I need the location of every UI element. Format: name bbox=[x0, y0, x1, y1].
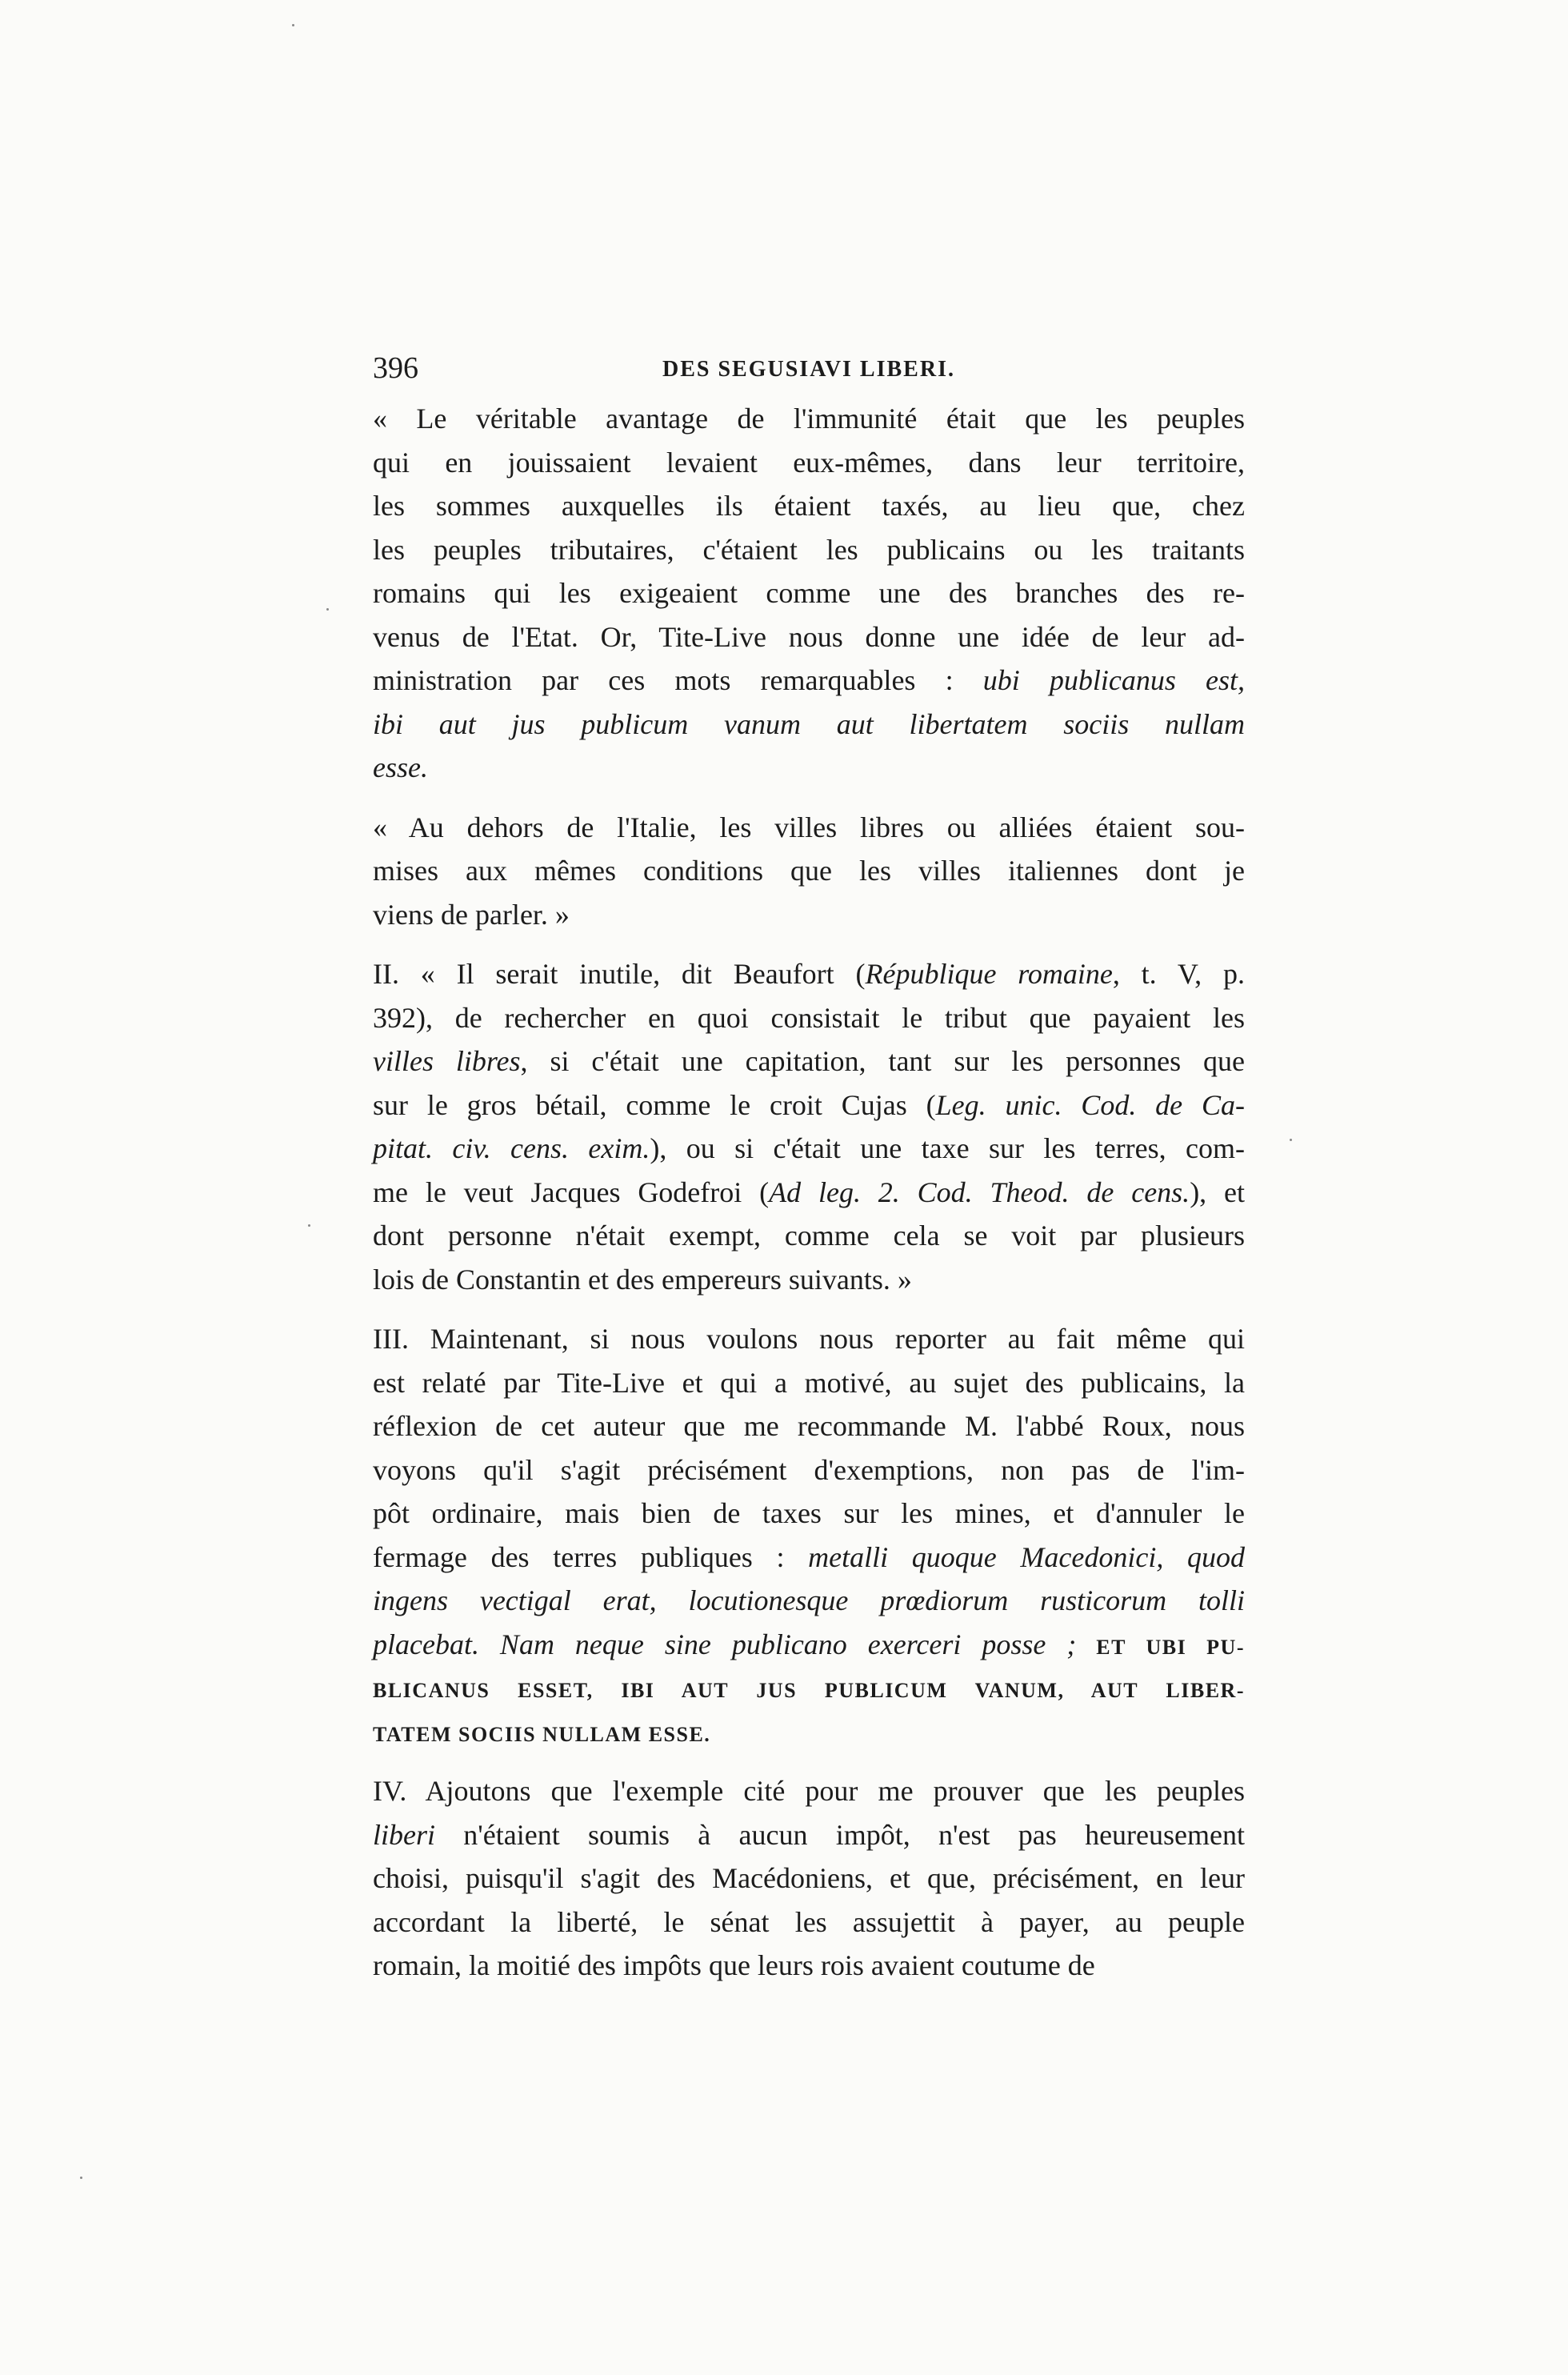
text-line bbox=[373, 1083, 1245, 1127]
text: IV. Ajoutons que l'exemple cité pour me prouver que les peuples bbox=[373, 1775, 1245, 1807]
text-line bbox=[373, 1127, 1245, 1171]
paragraph bbox=[373, 1317, 1245, 1753]
text: pôt ordinaire, mais bien de taxes sur les mines, et d'annuler le bbox=[373, 1497, 1245, 1529]
text-line bbox=[373, 849, 1245, 893]
text: me le veut Jacques Godefroi ( bbox=[373, 1175, 770, 1208]
text-line bbox=[373, 1258, 1245, 1302]
text-line bbox=[373, 1492, 1245, 1536]
italic-text: pitat. civ. cens. exim. bbox=[373, 1132, 650, 1164]
text-line bbox=[373, 1448, 1245, 1492]
text: mises aux mêmes conditions que les villes italiennes dont je bbox=[373, 855, 1245, 887]
text-line bbox=[373, 1623, 1245, 1667]
text-line bbox=[373, 1813, 1245, 1857]
text: réflexion de cet auteur que me recommande M. l'abbé Roux, nous bbox=[373, 1410, 1245, 1442]
text: , si c'était une capitation, tant sur les personnes que bbox=[520, 1045, 1245, 1077]
paragraph bbox=[373, 952, 1245, 1301]
text: romains qui les exigeaient comme une des branches des re- bbox=[373, 577, 1245, 609]
text: « Le véritable avantage de l'immunité était que les peuples bbox=[373, 403, 1245, 435]
text-line bbox=[373, 1361, 1245, 1405]
text: sur le gros bétail, comme le croit Cujas ( bbox=[373, 1088, 936, 1121]
small-caps-text: BLICANUS ESSET, IBI AUT JUS PUBLICUM VANUM, AUT LIBER- bbox=[373, 1679, 1245, 1702]
text: est relaté par Tite-Live et qui a motivé, au sujet des publicains, la bbox=[373, 1366, 1245, 1399]
speck bbox=[308, 1224, 310, 1227]
text-line bbox=[373, 484, 1245, 528]
italic-text: ingens vectigal erat, locutionesque prœdiorum rusticorum tolli bbox=[373, 1584, 1245, 1616]
speck bbox=[80, 2177, 82, 2179]
text: qui en jouissaient levaient eux-mêmes, dans leur territoire, bbox=[373, 446, 1245, 479]
text-line bbox=[373, 528, 1245, 572]
italic-text: ibi aut jus publicum vanum aut libertatem sociis nullam bbox=[373, 707, 1245, 740]
paragraph bbox=[373, 397, 1245, 790]
text-line bbox=[373, 806, 1245, 850]
text: fermage des terres publiques : bbox=[373, 1540, 809, 1573]
paragraph-gap bbox=[373, 1753, 1245, 1769]
paragraph-gap bbox=[373, 936, 1245, 952]
italic-text: République romaine bbox=[865, 958, 1113, 990]
text: venus de l'Etat. Or, Tite-Live nous donne une idée de leur ad- bbox=[373, 620, 1245, 653]
paragraph-gap bbox=[373, 790, 1245, 806]
small-caps-text: ET UBI PU- bbox=[1076, 1635, 1245, 1659]
text: n'étaient soumis à aucun impôt, n'est pas heureusement bbox=[435, 1818, 1245, 1851]
text: 392), de rechercher en quoi consistait le tribut que payaient les bbox=[373, 1001, 1245, 1034]
text-line bbox=[373, 1536, 1245, 1580]
text: lois de Constantin et des empereurs suivants. » bbox=[373, 1263, 912, 1296]
italic-text: ubi publicanus est, bbox=[982, 664, 1246, 696]
italic-text: Ad leg. 2. Cod. Theod. de cens. bbox=[769, 1175, 1190, 1208]
text-line bbox=[373, 397, 1245, 441]
text-line bbox=[373, 1944, 1245, 1988]
text-line bbox=[373, 996, 1245, 1040]
text: ), et bbox=[1190, 1175, 1246, 1208]
body-text bbox=[373, 397, 1245, 1988]
text-line bbox=[373, 615, 1245, 659]
text: voyons qu'il s'agit précisément d'exemptions, non pas de l'im- bbox=[373, 1453, 1245, 1486]
small-caps-text: TATEM SOCIIS NULLAM ESSE. bbox=[373, 1722, 711, 1746]
text: accordant la liberté, le sénat les assujettit à payer, au peuple bbox=[373, 1905, 1245, 1938]
text-line bbox=[373, 1317, 1245, 1361]
text-line bbox=[373, 1666, 1245, 1710]
text: ), ou si c'était une taxe sur les terres, com- bbox=[650, 1132, 1245, 1164]
text-line bbox=[373, 1900, 1245, 1944]
page-header bbox=[373, 349, 1245, 387]
text-line bbox=[373, 1039, 1245, 1083]
italic-text: placebat. Nam neque sine publicano exerceri posse ; bbox=[373, 1628, 1077, 1660]
text-line bbox=[373, 893, 1245, 937]
text-line bbox=[373, 1856, 1245, 1900]
page-number: 396 bbox=[373, 351, 418, 385]
text-line bbox=[373, 1579, 1245, 1623]
text: romain, la moitié des impôts que leurs rois avaient coutume de bbox=[373, 1949, 1095, 1981]
text: III. Maintenant, si nous voulons nous reporter au fait même qui bbox=[373, 1323, 1245, 1355]
italic-text: Leg. unic. Cod. de Ca- bbox=[935, 1088, 1245, 1121]
text-line bbox=[373, 1404, 1245, 1448]
text: les sommes auxquelles ils étaient taxés, au lieu que, chez bbox=[373, 490, 1245, 522]
text-line bbox=[373, 659, 1245, 703]
text-line bbox=[373, 1171, 1245, 1215]
text-line bbox=[373, 1769, 1245, 1813]
text: ministration par ces mots remarquables : bbox=[373, 664, 983, 696]
italic-text: esse. bbox=[373, 751, 428, 783]
running-title: DES SEGUSIAVI LIBERI. bbox=[662, 357, 955, 382]
speck bbox=[292, 24, 294, 26]
speck bbox=[326, 608, 329, 611]
text-line bbox=[373, 441, 1245, 485]
text: « Au dehors de l'Italie, les villes libres ou alliées étaient sou- bbox=[373, 811, 1245, 843]
text-line bbox=[373, 571, 1245, 615]
speck bbox=[1290, 1139, 1292, 1141]
text: II. « Il serait inutile, dit Beaufort ( bbox=[373, 958, 866, 990]
text-line bbox=[373, 1710, 1245, 1754]
paragraph bbox=[373, 1769, 1245, 1988]
text: , t. V, p. bbox=[1112, 958, 1245, 990]
text-line bbox=[373, 952, 1245, 996]
text-line bbox=[373, 746, 1245, 790]
text-line bbox=[373, 1214, 1245, 1258]
italic-text: liberi bbox=[373, 1818, 435, 1851]
italic-text: metalli quoque Macedonici, quod bbox=[808, 1540, 1246, 1573]
paragraph-gap bbox=[373, 1301, 1245, 1317]
paragraph bbox=[373, 806, 1245, 937]
text: choisi, puisqu'il s'agit des Macédoniens, et que, précisément, en leur bbox=[373, 1862, 1245, 1894]
text: dont personne n'était exempt, comme cela se voit par plusieurs bbox=[373, 1220, 1245, 1252]
italic-text: villes libres bbox=[373, 1045, 521, 1077]
text-line bbox=[373, 703, 1245, 747]
text: les peuples tributaires, c'étaient les publicains ou les traitants bbox=[373, 533, 1245, 566]
text: viens de parler. » bbox=[373, 898, 570, 931]
